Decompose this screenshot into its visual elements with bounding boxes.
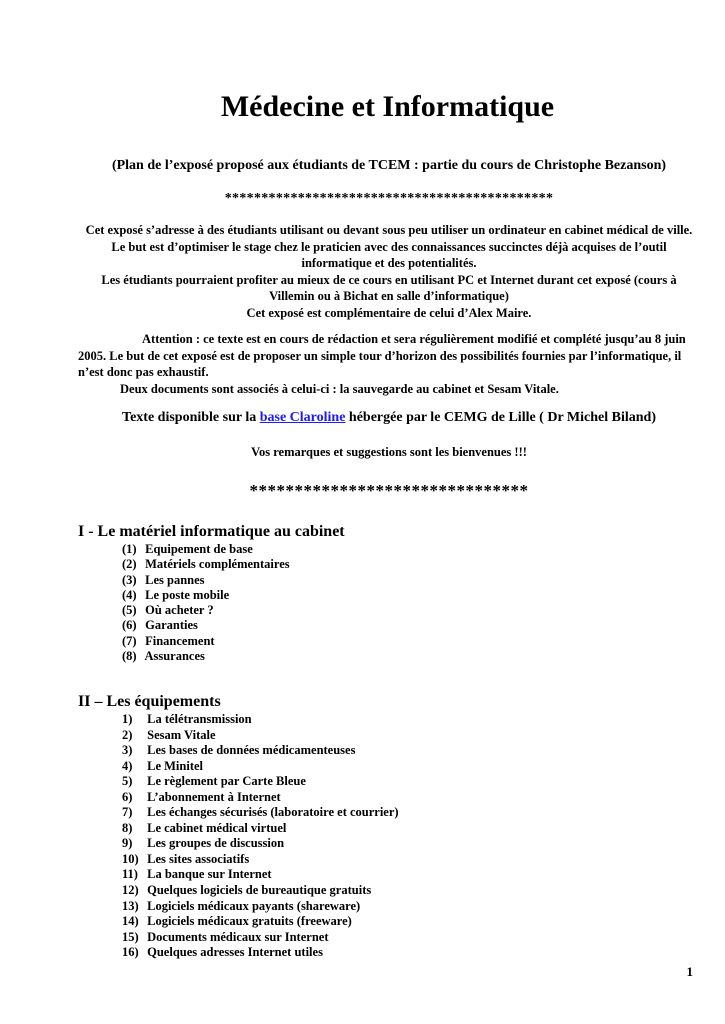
list-item-label: Matériels complémentaires <box>145 557 290 572</box>
availability-after: hébergée par le CEMG de Lille ( Dr Michel Biland) <box>345 410 656 425</box>
list-item-number: (2) <box>122 557 137 572</box>
list-item-number: 7) <box>122 805 133 820</box>
list-item <box>122 790 399 806</box>
list-item-number: 5) <box>122 774 133 789</box>
list-item <box>122 805 399 821</box>
list-item <box>122 743 399 759</box>
list-item-label: La télétransmission <box>147 712 252 726</box>
list-item-number: 12) <box>122 883 139 898</box>
list-item <box>122 930 399 946</box>
list-item-label: Le règlement par Carte Bleue <box>147 774 306 789</box>
list-item-label: Les sites associatifs <box>147 851 250 866</box>
list-item-number: (3) <box>122 572 137 587</box>
list-item-label: Quelques logiciels de bureautique gratuits <box>147 883 372 898</box>
page-title: Médecine et Informatique <box>220 90 555 123</box>
list-item-label: Le Minitel <box>147 758 204 773</box>
list-item <box>122 836 399 852</box>
associated-docs-text: Deux documents sont associés à celui-ci : la sauvegarde au cabinet et Sesam Vitale. <box>120 381 559 396</box>
list-item-label: Sesam Vitale <box>147 727 216 742</box>
section-list <box>78 712 399 961</box>
attention-text: Attention : ce texte est en cours de rédaction et sera régulièrement modifié et complété jusqu’au 8 juin 2005. Le but de cet exposé est de proposer un simple tour d’horizon des possibilités fournies par l’informatique, il n’est donc pas exhaustif. <box>78 332 686 379</box>
list-item <box>122 759 399 775</box>
list-item-number: 1) <box>122 712 133 726</box>
page-number: 1 <box>686 964 693 979</box>
list-item <box>122 649 345 664</box>
list-item-label: Logiciels médicaux payants (shareware) <box>147 898 361 913</box>
list-item-label: Garanties <box>145 618 198 633</box>
list-item <box>122 557 345 572</box>
list-item-number: 4) <box>122 758 133 773</box>
list-item-label: Le cabinet médical virtuel <box>147 820 287 835</box>
list-item-label: Les groupes de discussion <box>147 836 285 851</box>
section-materiel <box>78 522 345 664</box>
list-item-label: Où acheter ? <box>145 603 214 618</box>
list-item-label: L’abonnement à Internet <box>147 789 281 804</box>
list-item-number: 13) <box>122 898 139 913</box>
list-item <box>122 728 399 744</box>
claroline-link[interactable]: base Claroline <box>259 410 346 425</box>
list-item-number: 6) <box>122 789 133 804</box>
list-item <box>122 821 399 837</box>
list-item <box>122 542 345 557</box>
list-item <box>122 883 399 899</box>
subtitle: (Plan de l’exposé proposé aux étudiants de TCEM : partie du cours de Christophe Bezanson) <box>111 158 667 173</box>
list-item <box>122 603 345 618</box>
separator-stars-top: ********************************************* <box>224 191 554 206</box>
list-item-label: Logiciels médicaux gratuits (freeware) <box>147 914 352 929</box>
list-item-number: (6) <box>122 618 137 633</box>
list-item <box>122 573 345 588</box>
list-item <box>122 774 399 790</box>
availability-line <box>78 408 700 428</box>
list-item-number: 16) <box>122 945 139 960</box>
list-item-label: Les bases de données médicamenteuses <box>147 743 356 758</box>
list-item <box>122 867 399 883</box>
intro-paragraph <box>78 222 700 321</box>
list-item <box>122 588 345 603</box>
list-item <box>122 634 345 649</box>
intro-line-2: Les étudiants pourraient profiter au mieux de ce cours en utilisant PC et Internet durant cet exposé (cours à Villemin ou à Bichat en salle d’informatique) <box>101 272 677 303</box>
section-heading: I - Le matériel informatique au cabinet <box>78 523 345 540</box>
list-item <box>122 945 399 961</box>
list-item-label: Quelques adresses Internet utiles <box>147 945 323 960</box>
remarks-line: Vos remarques et suggestions sont les bienvenues !!! <box>251 445 527 459</box>
list-item-number: (4) <box>122 587 137 602</box>
list-item-label: La banque sur Internet <box>147 867 272 882</box>
list-item <box>122 618 345 633</box>
list-item-number: (1) <box>122 542 137 556</box>
list-item <box>122 899 399 915</box>
list-item <box>122 852 399 868</box>
intro-line-1: Cet exposé s’adresse à des étudiants utilisant ou devant sous peu utiliser un ordinateur en cabinet médical de ville. Le but est d’optimiser le stage chez le praticien avec des connaissances succinctes déjà acquises de l’outil informatique et des potentialités. <box>85 223 693 270</box>
list-item-label: Le poste mobile <box>145 587 230 602</box>
list-item <box>122 914 399 930</box>
list-item-number: 15) <box>122 929 139 944</box>
list-item-number: 11) <box>122 867 138 882</box>
list-item-number: (5) <box>122 603 137 618</box>
list-item-number: 14) <box>122 914 139 929</box>
list-item-number: 8) <box>122 820 133 835</box>
list-item-number: 10) <box>122 851 139 866</box>
section-equipements <box>78 692 399 961</box>
list-item-number: 2) <box>122 727 133 742</box>
section-heading: II – Les équipements <box>78 693 221 710</box>
list-item-label: Les pannes <box>145 572 205 587</box>
list-item-label: Les échanges sécurisés (laboratoire et courrier) <box>147 805 399 820</box>
intro-line-3: Cet exposé est complémentaire de celui d’Alex Maire. <box>246 305 532 320</box>
list-item-number: (8) <box>122 649 137 664</box>
list-item-number: (7) <box>122 633 137 648</box>
list-item <box>122 712 399 728</box>
list-item-number: 3) <box>122 743 133 758</box>
section-list <box>78 542 345 664</box>
attention-paragraph <box>78 331 700 397</box>
separator-stars-bottom: ******************************* <box>249 481 529 500</box>
list-item-label: Financement <box>145 633 215 648</box>
list-item-number: 9) <box>122 836 133 851</box>
availability-before: Texte disponible sur la <box>122 410 260 425</box>
list-item-label: Equipement de base <box>145 542 253 556</box>
list-item-label: Assurances <box>144 649 205 664</box>
list-item-label: Documents médicaux sur Internet <box>147 929 329 944</box>
